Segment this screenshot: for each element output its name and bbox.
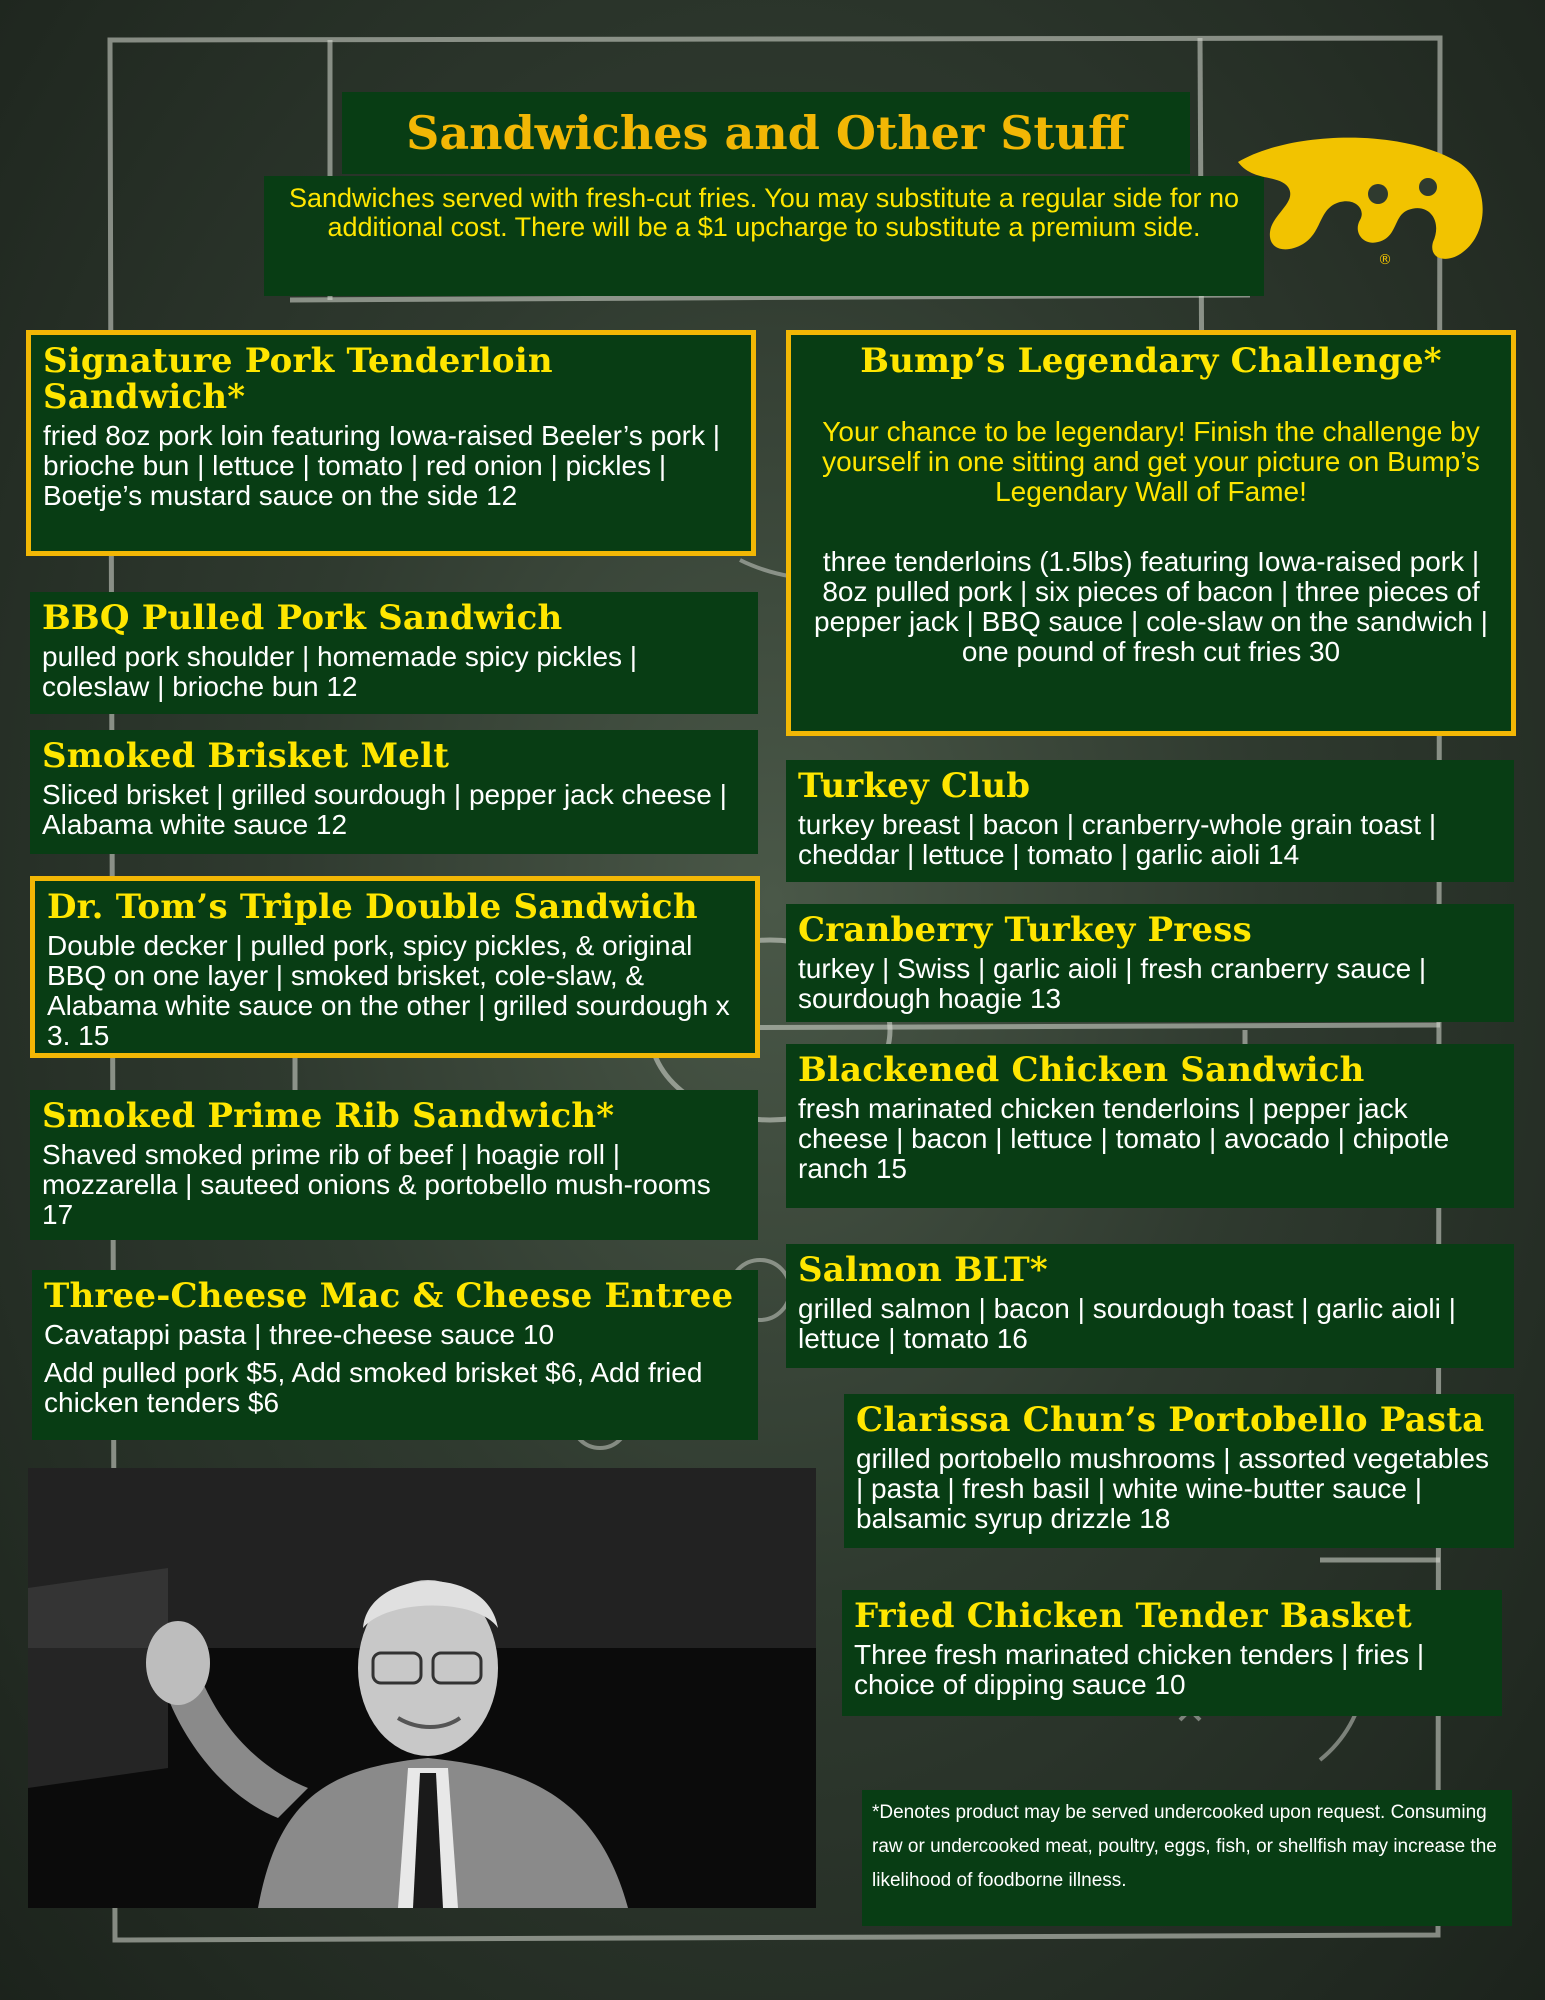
menu-item-bbq-pulled-pork <box>30 592 758 714</box>
coach-photo <box>28 1468 816 1908</box>
item-description: fresh marinated chicken tenderloins | pepper jack cheese | bacon | lettuce | tomato | avocado | chipotle ranch 15 <box>798 1093 1450 1184</box>
menu-item-mac-cheese <box>32 1270 758 1440</box>
challenge-intro: Your chance to be legendary! Finish the challenge by yourself in one sitting and get your picture on Bump’s Legendary Wall of Fame! <box>822 416 1480 507</box>
item-title: Three-Cheese Mac & Cheese Entree <box>44 1276 734 1316</box>
item-title: Turkey Club <box>798 766 1031 806</box>
item-description: Three fresh marinated chicken tenders | fries | choice of dipping sauce 10 <box>854 1639 1425 1700</box>
disclaimer-footnote: *Denotes product may be served undercooked upon request. Consuming raw or undercooked meat, poultry, eggs, fish, or shellfish may increase the likelihood of foodborne illness. <box>862 1790 1512 1926</box>
item-title: Cranberry Turkey Press <box>798 910 1252 950</box>
item-title: Clarissa Chun’s Portobello Pasta <box>856 1400 1485 1440</box>
menu-item-prime-rib <box>30 1090 758 1240</box>
item-description: Double decker | pulled pork, spicy pickles, & original BBQ on one layer | smoked brisket, cole-slaw, & Alabama white sauce on the other | grilled sourdough x 3. 15 <box>47 930 730 1051</box>
page-title: Sandwiches and Other Stuff <box>342 92 1190 174</box>
menu-item-salmon-blt <box>786 1244 1514 1368</box>
item-title: Fried Chicken Tender Basket <box>854 1596 1412 1636</box>
item-title: Dr. Tom’s Triple Double Sandwich <box>47 887 698 927</box>
menu-item-legendary-challenge <box>786 330 1516 736</box>
item-description: grilled portobello mushrooms | assorted vegetables | pasta | fresh basil | white wine-butter sauce | balsamic syrup drizzle 18 <box>856 1443 1489 1534</box>
item-description: Sliced brisket | grilled sourdough | pepper jack cheese | Alabama white sauce 12 <box>42 779 727 840</box>
hawkeye-logo-icon <box>1228 132 1492 268</box>
svg-text:®: ® <box>1378 252 1392 268</box>
item-description: fried 8oz pork loin featuring Iowa-raised Beeler’s pork | brioche bun | lettuce | tomato | red onion | pickles | Boetje’s mustard sauce on the side 12 <box>43 420 721 511</box>
item-addons: Add pulled pork $5, Add smoked brisket $6, Add fried chicken tenders $6 <box>44 1357 703 1418</box>
menu-item-blackened-chicken <box>786 1044 1514 1208</box>
menu-item-portobello-pasta <box>844 1394 1514 1548</box>
menu-item-triple-double <box>30 876 760 1058</box>
item-title: Blackened Chicken Sandwich <box>798 1050 1365 1090</box>
item-description: grilled salmon | bacon | sourdough toast | garlic aioli | lettuce | tomato 16 <box>798 1293 1456 1354</box>
item-description: Shaved smoked prime rib of beef | hoagie roll | mozzarella | sauteed onions & portobello mush-rooms 17 <box>42 1139 711 1230</box>
menu-item-brisket-melt <box>30 730 758 854</box>
menu-item-chicken-tenders <box>842 1590 1502 1716</box>
item-title: Signature Pork Tenderloin Sandwich* <box>43 341 553 417</box>
menu-item-pork-tenderloin <box>26 330 756 556</box>
coach-photo-graphic <box>28 1468 816 1908</box>
item-title: Bump’s Legendary Challenge* <box>860 341 1442 381</box>
page-subtitle: Sandwiches served with fresh-cut fries. You may substitute a regular side for no additional cost. There will be a $1 upcharge to substitute a premium side. <box>264 176 1264 296</box>
item-title: Salmon BLT* <box>798 1250 1048 1290</box>
item-description: pulled pork shoulder | homemade spicy pickles | coleslaw | brioche bun 12 <box>42 641 638 702</box>
item-description: turkey breast | bacon | cranberry-whole grain toast | cheddar | lettuce | tomato | garlic aioli 14 <box>798 809 1437 870</box>
item-description: turkey | Swiss | garlic aioli | fresh cranberry sauce | sourdough hoagie 13 <box>798 953 1427 1014</box>
menu-item-cranberry-turkey <box>786 904 1514 1022</box>
item-description: three tenderloins (1.5lbs) featuring Iowa-raised pork | 8oz pulled pork | six pieces of bacon | three pieces of pepper jack | BBQ sauce | cole-slaw on the sandwich | one pound of fresh cut fries 30 <box>814 546 1488 667</box>
item-title: Smoked Brisket Melt <box>42 736 450 776</box>
item-title: Smoked Prime Rib Sandwich* <box>42 1096 615 1136</box>
menu-item-turkey-club <box>786 760 1514 882</box>
item-title: BBQ Pulled Pork Sandwich <box>42 598 563 638</box>
item-description: Cavatappi pasta | three-cheese sauce 10 <box>44 1319 555 1350</box>
